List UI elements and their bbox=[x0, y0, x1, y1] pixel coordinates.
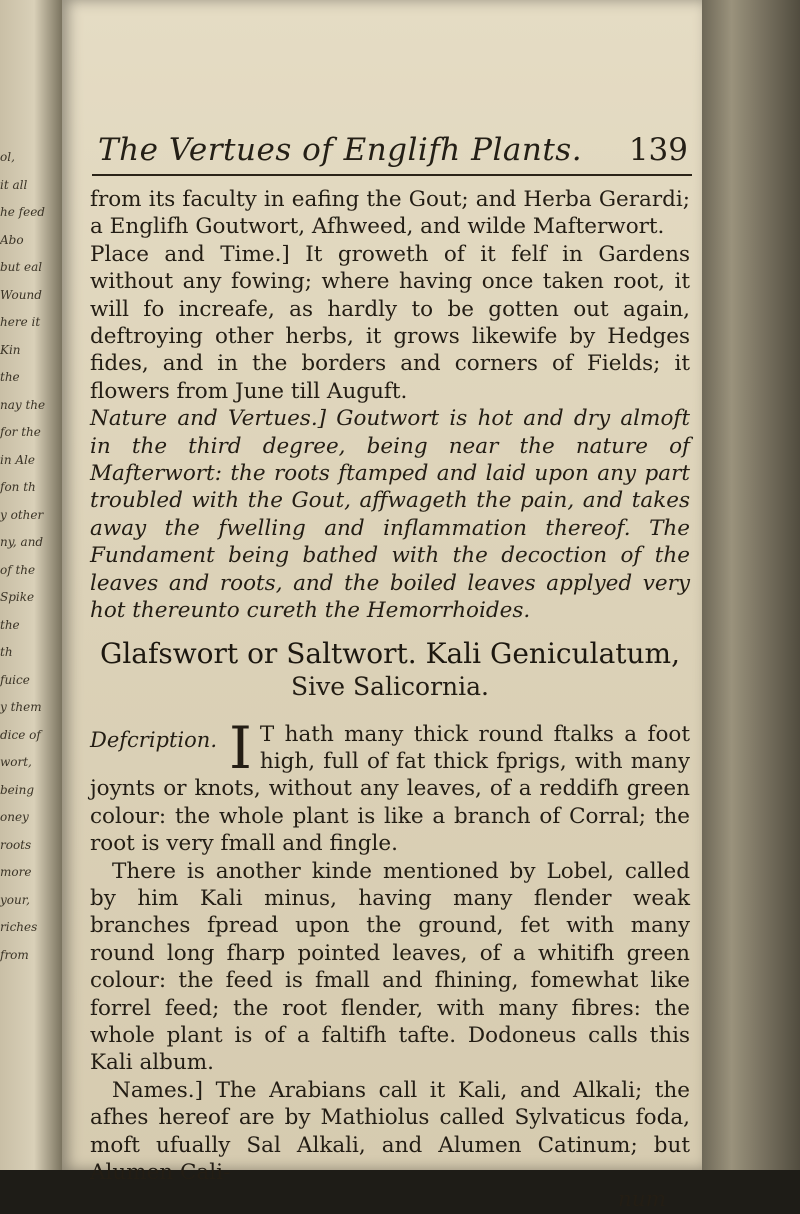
facing-page-fragment: Spike bbox=[0, 590, 35, 604]
facing-page-fragment: y them bbox=[0, 700, 42, 714]
running-title: The Vertues of Englifh Plants. bbox=[98, 132, 583, 168]
facing-page-fragment: roots bbox=[0, 837, 32, 852]
paragraph-names: Names.] The Arabians call it Kali, and Alkali; the afhes hereof are by Mathiolus called Sylvaticus foda, moft ufually Sal Alkali, and Alumen Catinum; but Alumen Cali- bbox=[90, 1077, 690, 1185]
facing-page-fragment: the bbox=[0, 617, 20, 632]
facing-page-fragment: ny, and bbox=[0, 535, 44, 549]
facing-page-fragment: ol, bbox=[0, 150, 15, 164]
facing-page-fragment: the bbox=[0, 370, 20, 384]
facing-page-edge bbox=[0, 0, 62, 1170]
facing-page-fragment: it all bbox=[0, 177, 28, 192]
page-block-edge bbox=[702, 0, 800, 1170]
facing-page-fragment: your, bbox=[0, 892, 30, 907]
catchword: num bbox=[617, 1187, 666, 1213]
book-page bbox=[62, 0, 702, 1213]
paragraph-names-cont: from its faculty in eafing the Gout; and Herba Gerardi; a Englifh Goutwort, Afhweed, and wilde Mafterwort. bbox=[90, 187, 690, 240]
facing-page-fragment: from bbox=[0, 947, 29, 962]
description-text: T hath many thick round ftalks a foot high, full of fat thick fprigs, with many joynts or knots, without any leaves, of a reddifh green colour: the whole plant is like a branch of Corral; the root is very fmall and fingle. bbox=[90, 721, 690, 857]
paragraph-another-kinde: There is another kinde mentioned by Lobel, called by him Kali minus, having many flender weak branches fpread upon the ground, fet with many round long fharp pointed leaves, of a whitifh green colour: the feed is fmall and fhining, fomewhat like forrel feed; the root flender, with many fibres: the whole plant is of a faltifh tafte. Dodoneus calls this Kali album. bbox=[90, 858, 690, 1076]
facing-page-fragment: being bbox=[0, 782, 35, 797]
facing-page-fragment: Kin bbox=[0, 342, 21, 357]
facing-page-fragment: Abo bbox=[0, 232, 24, 247]
drop-cap: I bbox=[229, 713, 252, 782]
section-subheading: Sive Salicornia. bbox=[291, 671, 489, 701]
section-heading: Glafswort or Saltwort. Kali Geniculatum, bbox=[99, 636, 681, 670]
paragraph-nature-vertues: Nature and Vertues.] Goutwort is hot and dry almoft in the third degree, being near the nature of Mafterwort: the roots ftamped and laid upon any part troubled with the Gout, affwageth the pain, and takes away the fwelling and inflammation thereof. The Fundament being bathed with the decoction of the leaves and roots, and the boiled leaves applyed very hot thereunto cureth the Hemorrhoides. bbox=[90, 406, 690, 624]
facing-page-fragment: of the bbox=[0, 562, 36, 577]
facing-page-fragment: for the bbox=[0, 425, 41, 439]
facing-page-fragment: y other bbox=[0, 507, 44, 522]
description-paragraph bbox=[90, 713, 690, 858]
facing-page-fragment: fon th bbox=[0, 480, 36, 494]
facing-page-fragment: Wound bbox=[0, 287, 42, 302]
facing-page-fragment: oney bbox=[0, 810, 29, 824]
facing-page-fragment: he feed bbox=[0, 205, 45, 219]
facing-page-fragment: riches bbox=[0, 920, 38, 934]
facing-page-fragment: but eal bbox=[0, 260, 43, 274]
description-label: Defcription. bbox=[90, 727, 217, 752]
facing-page-fragment: in Ale bbox=[0, 452, 35, 467]
running-head bbox=[92, 130, 692, 176]
facing-page-fragment: dice of bbox=[0, 727, 41, 742]
facing-page-fragment: fuice bbox=[0, 672, 30, 687]
facing-page-fragment: here it bbox=[0, 315, 41, 329]
facing-page-fragment: more bbox=[0, 865, 32, 879]
facing-page-fragment: th bbox=[0, 645, 13, 659]
paragraph-place-time: Place and Time.] It groweth of it felf in Gardens without any fowing; where having once taken root, it will fo increafe, as hardly to be gotten out again, deftroying other herbs, it grows likewife by Hedges fides, and in the borders and corners of Fields; it flowers from June till Auguft. bbox=[90, 241, 690, 404]
facing-page-fragment: wort, bbox=[0, 755, 32, 769]
page-text bbox=[90, 186, 690, 1214]
facing-page-fragment: nay the bbox=[0, 397, 46, 412]
page-number: 139 bbox=[628, 132, 688, 168]
